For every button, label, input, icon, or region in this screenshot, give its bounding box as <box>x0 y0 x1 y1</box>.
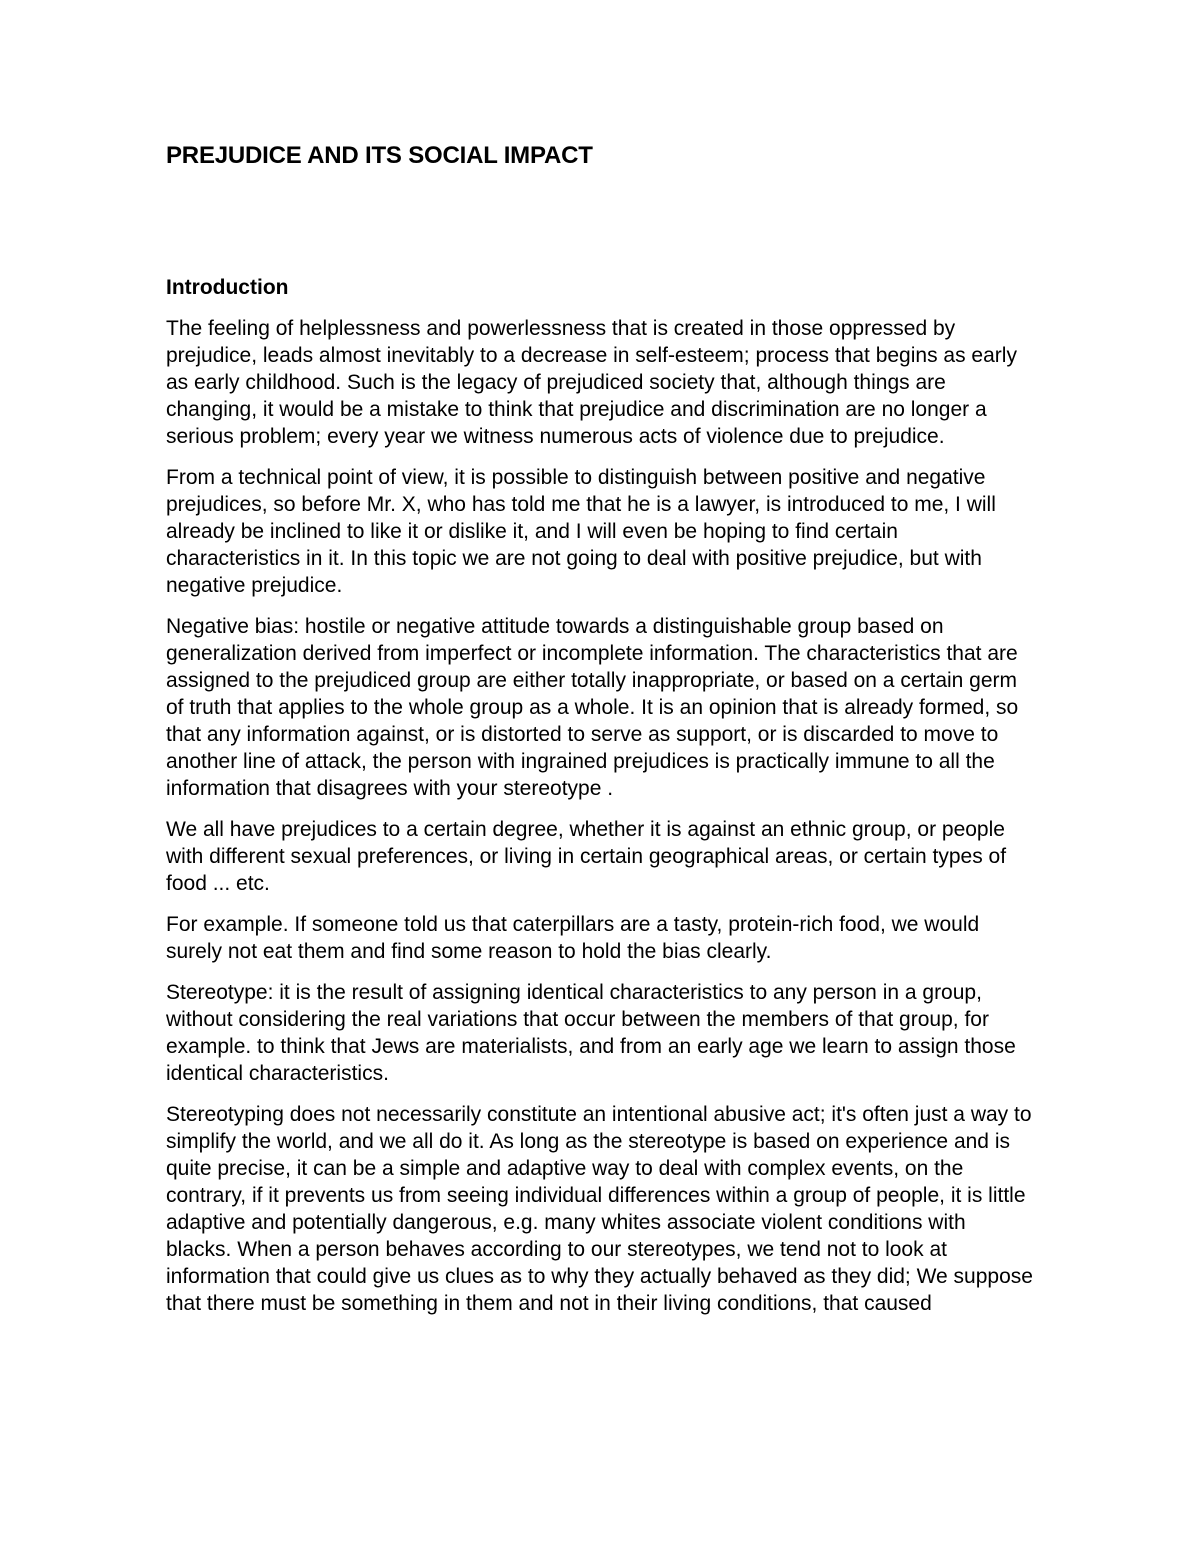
paragraph-1: The feeling of helplessness and powerlessness that is created in those oppressed by prejudice, leads almost inevitably to a decrease in self-esteem; process that begins as early as early childhood. Such is the legacy of prejudiced society that, although things are changing, it would be a mistake to think that prejudice and discrimination are no longer a serious problem; every year we witness numerous acts of violence due to prejudice. <box>166 317 1017 448</box>
paragraph-3: Negative bias: hostile or negative attitude towards a distinguishable group based on generalization derived from imperfect or incomplete information. The characteristics that are assigned to the prejudiced group are either totally inappropriate, or based on a certain germ of truth that applies to the whole group as a whole. It is an opinion that is already formed, so that any information against, or is distorted to serve as support, or is discarded to move to another line of attack, the person with ingrained prejudices is practically immune to all the information that disagrees with your stereotype . <box>166 615 1019 800</box>
document-body <box>166 141 1036 1317</box>
paragraph-4: We all have prejudices to a certain degree, whether it is against an ethnic group, or people with different sexual preferences, or living in certain geographical areas, or certain types of food ... etc. <box>166 818 1007 895</box>
document-title: PREJUDICE AND ITS SOCIAL IMPACT <box>166 142 593 169</box>
paragraph-7: Stereotyping does not necessarily constitute an intentional abusive act; it's often just a way to simplify the world, and we all do it. As long as the stereotype is based on experience and is quite precise, it can be a simple and adaptive way to deal with complex events, on the contrary, if it prevents us from seeing individual differences within a group of people, it is little adaptive and potentially dangerous, e.g. many whites associate violent conditions with blacks. When a person behaves according to our stereotypes, we tend not to look at information that could give us clues as to why they actually behaved as they did; We suppose that there must be something in them and not in their living conditions, that caused <box>166 1103 1033 1315</box>
section-heading-introduction: Introduction <box>166 276 289 299</box>
paragraph-2: From a technical point of view, it is possible to distinguish between positive and negative prejudices, so before Mr. X, who has told me that he is a lawyer, is introduced to me, I will already be inclined to like it or dislike it, and I will even be hoping to find certain characteristics in it. In this topic we are not going to deal with positive prejudice, but with negative prejudice. <box>166 466 996 597</box>
paragraph-5: For example. If someone told us that caterpillars are a tasty, protein-rich food, we would surely not eat them and find some reason to hold the bias clearly. <box>166 913 980 963</box>
paragraph-6: Stereotype: it is the result of assigning identical characteristics to any person in a group, without considering the real variations that occur between the members of that group, for example. to think that Jews are materialists, and from an early age we learn to assign those identical characteristics. <box>166 981 1016 1085</box>
